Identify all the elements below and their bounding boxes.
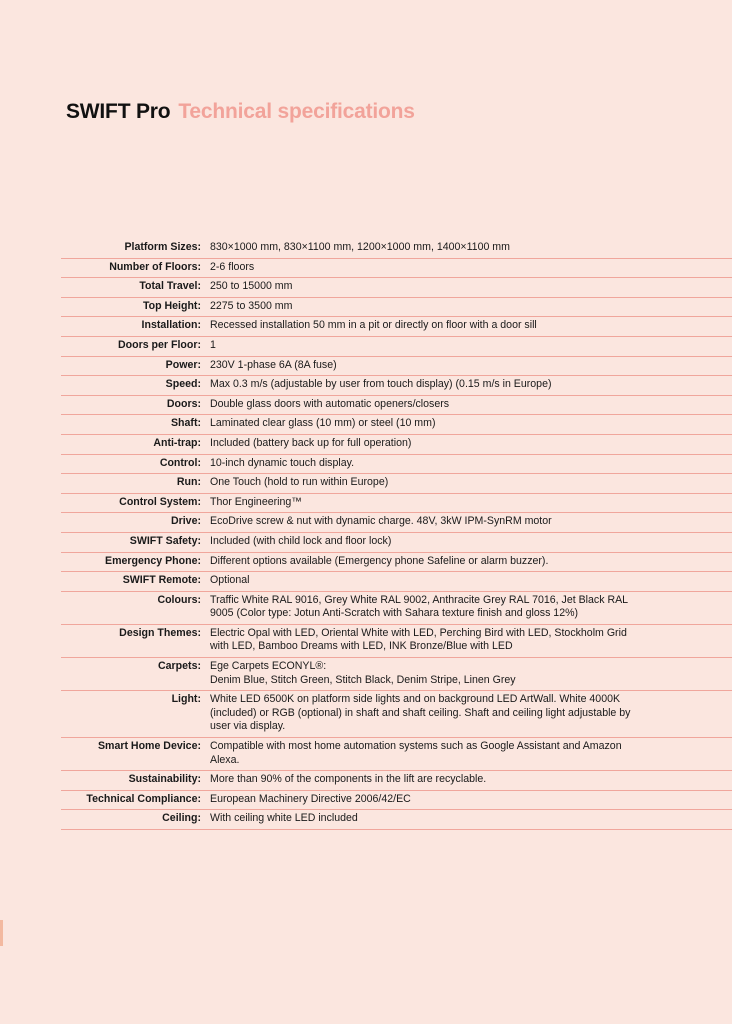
spec-row bbox=[61, 810, 732, 830]
spec-label: Carpets: bbox=[158, 660, 201, 673]
spec-label: Light: bbox=[171, 693, 201, 706]
spec-row bbox=[61, 337, 732, 357]
spec-row bbox=[61, 455, 732, 475]
spec-value: Included (battery back up for full operation) bbox=[210, 436, 412, 449]
spec-value: Electric Opal with LED, Oriental White with LED, Perching Bird with LED, Stockholm Grid with LED, Bamboo Dreams with LED, INK Bronze/Blue with LED bbox=[210, 626, 627, 653]
spec-row bbox=[61, 791, 732, 811]
spec-value: White LED 6500K on platform side lights and on background LED ArtWall. White 4000K (included) or RGB (optional) in shaft and shaft ceiling. Shaft and ceiling light adjustable by user via display. bbox=[210, 693, 631, 733]
spec-row bbox=[61, 691, 732, 738]
spec-label: Drive: bbox=[170, 515, 201, 528]
spec-value: Ege Carpets ECONYL®: Denim Blue, Stitch Green, Stitch Black, Denim Stripe, Linen Grey bbox=[210, 660, 516, 686]
spec-value: Optional bbox=[210, 574, 250, 587]
spec-row bbox=[61, 513, 732, 533]
spec-row bbox=[61, 771, 732, 791]
spec-value: With ceiling white LED included bbox=[210, 812, 358, 825]
spec-label: Top Height: bbox=[142, 299, 201, 312]
spec-label: Platform Sizes: bbox=[124, 241, 201, 253]
spec-label: Sustainability: bbox=[128, 773, 201, 786]
spec-value: 10-inch dynamic touch display. bbox=[210, 456, 355, 469]
spec-label: Doors per Floor: bbox=[118, 338, 201, 351]
spec-value: One Touch (hold to run within Europe) bbox=[210, 476, 389, 489]
spec-row bbox=[61, 494, 732, 514]
spec-label: Shaft: bbox=[170, 417, 201, 430]
spec-value: Compatible with most home automation systems such as Google Assistant and Amazon Alexa. bbox=[210, 740, 622, 766]
spec-row bbox=[61, 376, 732, 396]
spec-value: European Machinery Directive 2006/42/EC bbox=[210, 792, 411, 805]
spec-value: 230V 1-phase 6A (8A fuse) bbox=[210, 358, 337, 371]
spec-label: Installation: bbox=[141, 319, 201, 332]
spec-value: 2275 to 3500 mm bbox=[210, 299, 293, 312]
spec-label: SWIFT Safety: bbox=[129, 534, 201, 547]
spec-value: 830×1000 mm, 830×1100 mm, 1200×1000 mm, 1400×1100 mm bbox=[210, 241, 510, 253]
spec-value: Double glass doors with automatic openers/closers bbox=[210, 397, 450, 410]
page-subtitle: Technical specifications bbox=[178, 100, 415, 123]
spec-label: Total Travel: bbox=[139, 280, 201, 293]
spec-label: Run: bbox=[176, 476, 201, 489]
spec-label: Number of Floors: bbox=[109, 260, 201, 273]
page-edge-mark bbox=[0, 920, 3, 946]
spec-label: Anti-trap: bbox=[153, 436, 201, 449]
spec-row bbox=[61, 259, 732, 279]
spec-value: Laminated clear glass (10 mm) or steel (10 mm) bbox=[210, 417, 436, 430]
spec-value: Max 0.3 m/s (adjustable by user from touch display) (0.15 m/s in Europe) bbox=[210, 378, 552, 391]
spec-label: Emergency Phone: bbox=[105, 554, 201, 567]
spec-row bbox=[61, 738, 732, 771]
spec-row bbox=[61, 317, 732, 337]
spec-row bbox=[61, 278, 732, 298]
spec-row bbox=[61, 396, 732, 416]
spec-row bbox=[61, 357, 732, 377]
page-title bbox=[66, 100, 415, 124]
spec-row bbox=[61, 239, 732, 259]
spec-label: Smart Home Device: bbox=[97, 740, 201, 753]
spec-value: 1 bbox=[210, 338, 216, 351]
spec-row bbox=[61, 474, 732, 494]
spec-row bbox=[61, 625, 732, 658]
spec-row bbox=[61, 592, 732, 625]
spec-label: Colours: bbox=[157, 593, 201, 606]
spec-label: Technical Compliance: bbox=[86, 792, 201, 805]
spec-label: Power: bbox=[165, 358, 201, 371]
spec-row bbox=[61, 658, 732, 691]
spec-label: Doors: bbox=[166, 397, 201, 410]
spec-label: Control: bbox=[159, 456, 201, 469]
spec-row bbox=[61, 553, 732, 573]
spec-label: Speed: bbox=[165, 378, 201, 391]
spec-row bbox=[61, 572, 732, 592]
spec-value: Different options available (Emergency phone Safeline or alarm buzzer). bbox=[210, 554, 549, 567]
spec-label: Design Themes: bbox=[119, 626, 201, 639]
product-name: SWIFT Pro bbox=[66, 100, 171, 123]
spec-table bbox=[61, 239, 732, 830]
spec-value: EcoDrive screw & nut with dynamic charge. 48V, 3kW IPM-SynRM motor bbox=[210, 515, 552, 528]
spec-value: More than 90% of the components in the lift are recyclable. bbox=[210, 773, 487, 786]
spec-value: 2-6 floors bbox=[210, 260, 255, 273]
spec-value: Included (with child lock and floor lock) bbox=[210, 534, 392, 547]
spec-value: 250 to 15000 mm bbox=[210, 280, 293, 293]
spec-row bbox=[61, 533, 732, 553]
spec-label: SWIFT Remote: bbox=[122, 574, 201, 587]
spec-row bbox=[61, 415, 732, 435]
spec-value: Traffic White RAL 9016, Grey White RAL 9002, Anthracite Grey RAL 7016, Jet Black RAL 9005 (Color type: Jotun Anti-Scratch with Sahara texture finish and gloss 12%) bbox=[210, 593, 628, 620]
spec-row bbox=[61, 435, 732, 455]
spec-label: Ceiling: bbox=[162, 812, 201, 825]
spec-value: Thor Engineering™ bbox=[210, 495, 302, 508]
spec-row bbox=[61, 298, 732, 318]
spec-value: Recessed installation 50 mm in a pit or directly on floor with a door sill bbox=[210, 319, 537, 332]
spec-label: Control System: bbox=[119, 495, 201, 508]
